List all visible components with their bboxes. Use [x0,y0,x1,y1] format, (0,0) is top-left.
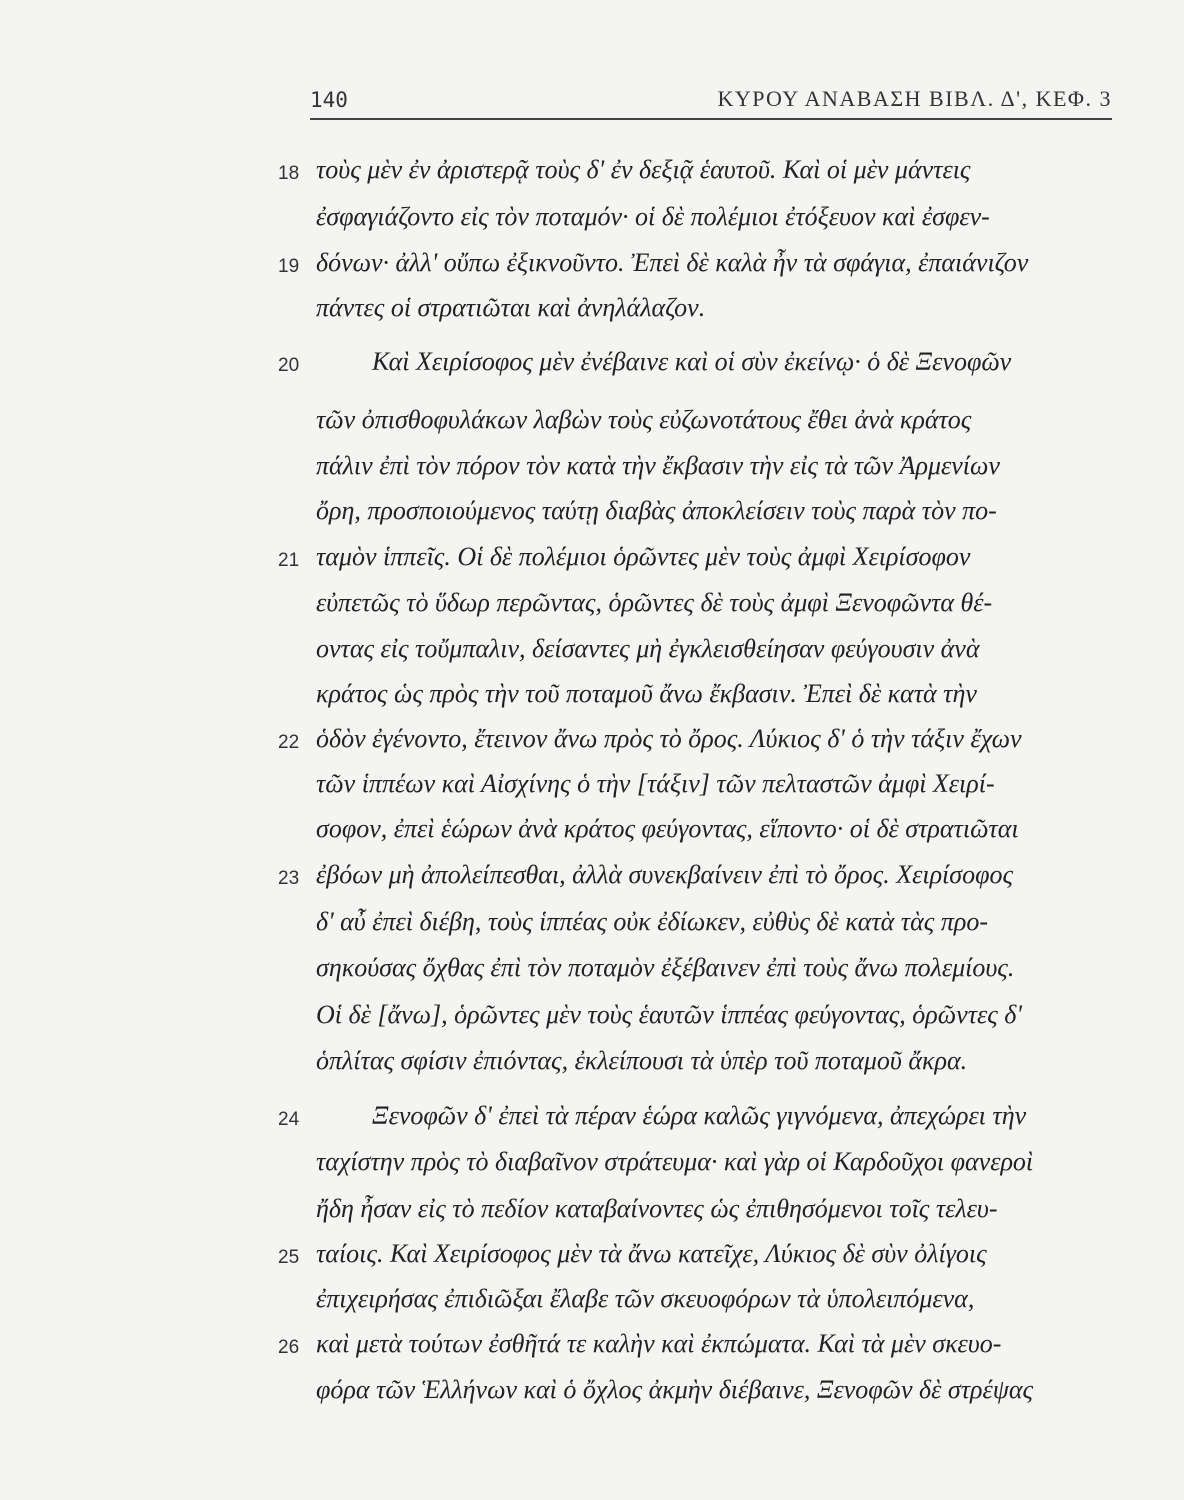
text-line [0,722,1184,767]
line-text: σηκούσας ὄχθας ἐπὶ τὸν ποταμὸν ἐξέβαινεν ἐπὶ τοὺς ἄνω πολεμίους. [316,953,1015,982]
line-text: ταμὸν ἱππεῖς. Οἱ δὲ πολέμιοι ὁρῶντες μὲν τοὺς ἀμφὶ Χειρίσοφον [316,542,971,571]
line-text: φόρα τῶν Ἑλλήνων καὶ ὁ ὄχλος ἀκμὴν διέβαινε, Ξενοφῶν δὲ στρέψας [316,1375,1034,1404]
text-line [0,494,1184,539]
text-line [0,200,1184,245]
section-number: 19 [278,256,300,277]
line-text: πάντες οἱ στρατιῶται καὶ ἀνηλάλαζον. [316,293,706,322]
line-text: εὐπετῶς τὸ ὕδωρ περῶντας, ὁρῶντες δὲ τοὺς ἀμφὶ Ξενοφῶντα θέ- [316,588,993,617]
text-line [0,586,1184,631]
section-number: 23 [278,868,300,889]
line-text: κράτος ὡς πρὸς τὴν τοῦ ποταμοῦ ἄνω ἔκβασιν. Ἐπεὶ δὲ κατὰ τὴν [316,679,977,708]
line-text: καὶ μετὰ τούτων ἐσθῆτά τε καλὴν καὶ ἐκπώματα. Καὶ τὰ μὲν σκευο- [316,1329,1002,1358]
text-line [0,1237,1184,1282]
text-line [0,632,1184,677]
text-line [0,345,1184,390]
line-text: Ξενοφῶν δ' ἐπεὶ τὰ πέραν ἑώρα καλῶς γιγνόμενα, ἀπεχώρει τὴν [372,1101,1027,1130]
line-text: σοφον, ἐπεὶ ἑώρων ἀνὰ κράτος φεύγοντας, εἵποντο· οἱ δὲ στρατιῶται [316,814,1019,843]
line-text: ἐπιχειρήσας ἐπιδιῶξαι ἔλαβε τῶν σκευοφόρων τὰ ὑπολειπόμενα, [316,1284,975,1313]
text-line [0,677,1184,722]
line-text: δ' αὖ ἐπεὶ διέβη, τοὺς ἱππέας οὐκ ἐδίωκεν, εὐθὺς δὲ κατὰ τὰς προ- [316,907,988,936]
line-text: ὄρη, προσποιούμενος ταύτῃ διαβὰς ἀποκλείσειν τοὺς παρὰ τὸν πο- [316,496,997,525]
text-line [0,767,1184,812]
line-text: ἐσφαγιάζοντο εἰς τὸν ποταμόν· οἱ δὲ πολέμιοι ἐτόξευον καὶ ἐσφεν- [316,202,990,231]
line-text: τῶν ἱππέων καὶ Αἰσχίνης ὁ τὴν [τάξιν] τῶν πελταστῶν ἀμφὶ Χειρί- [316,769,995,798]
text-line [0,449,1184,494]
text-line [0,1192,1184,1237]
line-text: τοὺς μὲν ἐν ἀριστερᾷ τοὺς δ' ἐν δεξιᾷ ἑαυτοῦ. Καὶ οἱ μὲν μάντεις [316,155,971,184]
line-text: ταχίστην πρὸς τὸ διαβαῖνον στράτευμα· καὶ γὰρ οἱ Καρδοῦχοι φανεροὶ [316,1147,1034,1176]
line-text: πάλιν ἐπὶ τὸν πόρον τὸν κατὰ τὴν ἔκβασιν τὴν εἰς τὰ τῶν Ἀρμενίων [316,451,1000,480]
text-line [0,1373,1184,1418]
section-number: 24 [278,1109,300,1130]
text-line [0,1099,1184,1144]
text-line [0,291,1184,336]
page-number: 140 [310,88,348,112]
line-text: ἤδη ἦσαν εἰς τὸ πεδίον καταβαίνοντες ὡς ἐπιθησόμενοι τοῖς τελευ- [316,1194,998,1223]
section-number: 25 [278,1247,300,1268]
text-line [0,1327,1184,1372]
section-number: 26 [278,1337,300,1358]
line-text: Καὶ Χειρίσοφος μὲν ἐνέβαινε καὶ οἱ σὺν ἐκείνῳ· ὁ δὲ Ξενοφῶν [372,347,1012,376]
running-title: ΚΥΡΟΥ ΑΝΑΒΑΣΗ ΒΙΒΛ. Δ', ΚΕΦ. 3 [717,86,1112,111]
text-line [0,951,1184,996]
text-line [0,998,1184,1043]
text-line [0,858,1184,903]
line-text: ἐβόων μὴ ἀπολείπεσθαι, ἀλλὰ συνεκβαίνειν ἐπὶ τὸ ὄρος. Χειρίσοφος [316,860,1014,889]
text-line [0,153,1184,198]
line-text: δόνων· ἀλλ' οὔπω ἐξικνοῦντο. Ἐπεὶ δὲ καλὰ ἦν τὰ σφάγια, ἐπαιάνιζον [316,248,1029,277]
line-text: τῶν ὀπισθοφυλάκων λαβὼν τοὺς εὐζωνοτάτους ἔθει ἀνὰ κράτος [316,405,972,434]
text-line [0,812,1184,857]
line-text: ὁπλίτας σφίσιν ἐπιόντας, ἐκλείπουσι τὰ ὑπὲρ τοῦ ποταμοῦ ἄκρα. [316,1046,968,1075]
text-line [0,1044,1184,1089]
section-number: 22 [278,732,300,753]
text-line [0,905,1184,950]
line-text: ὁδὸν ἐγένοντο, ἔτεινον ἄνω πρὸς τὸ ὄρος. Λύκιος δ' ὁ τὴν τάξιν ἔχων [316,724,1022,753]
text-line [0,540,1184,585]
section-number: 20 [278,355,300,376]
line-text: οντας εἰς τοὔμπαλιν, δείσαντες μὴ ἐγκλεισθείησαν φεύγουσιν ἀνὰ [316,634,980,663]
line-text: ταίοις. Καὶ Χειρίσοφος μὲν τὰ ἄνω κατεῖχε, Λύκιος δὲ σὺν ὀλίγοις [316,1239,987,1268]
section-number: 18 [278,163,300,184]
section-number: 21 [278,550,300,571]
text-line [0,403,1184,448]
text-line [0,1282,1184,1327]
text-line [0,1145,1184,1190]
line-text: Οἱ δὲ [ἄνω], ὁρῶντες μὲν τοὺς ἑαυτῶν ἱππέας φεύγοντας, ὁρῶντες δ' [316,1000,1022,1029]
text-line [0,246,1184,291]
